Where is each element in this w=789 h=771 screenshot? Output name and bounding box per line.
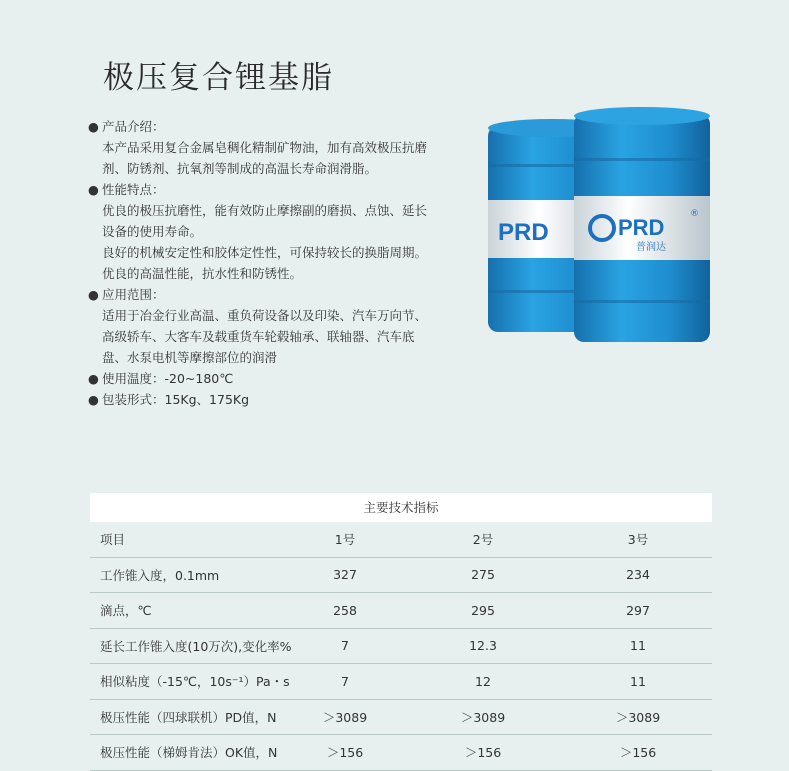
section-packaging [88, 389, 468, 410]
product-drums-image [478, 104, 718, 354]
section-line: 本产品采用复合金属皂稠化精制矿物油，加有高效极压抗磨 [102, 140, 428, 155]
bullet: ● [88, 287, 99, 302]
drum-logo-text: PRD [618, 215, 665, 240]
front-drum [574, 107, 710, 342]
table-cell: ＞156 [326, 745, 364, 761]
table-header-row [90, 522, 712, 558]
section-line: 设备的使用寿命。 [102, 224, 203, 239]
table-row [90, 593, 712, 629]
table-cell: ＞3089 [460, 709, 506, 725]
section-line: 优良的极压抗磨性，能有效防止摩擦副的磨损、点蚀、延长 [102, 203, 428, 218]
table-cell: ＞3089 [615, 709, 661, 725]
section-heading: 应用范围： [102, 287, 165, 302]
table-cell: ＞156 [619, 745, 657, 761]
table-cell: 297 [626, 602, 650, 618]
table-cell: 滴点，℃ [100, 603, 152, 619]
section-intro [88, 116, 468, 137]
section-line: 良好的机械安定性和胶体定性性，可保持较长的换脂周期。 [102, 245, 428, 260]
section-heading: 产品介绍： [102, 119, 165, 134]
header-cell: 3号 [627, 532, 649, 548]
table-row [90, 735, 712, 771]
header-cell: 1号 [334, 532, 356, 548]
table-cell: 327 [333, 567, 357, 583]
table-row [90, 700, 712, 736]
table-cell: 7 [341, 638, 349, 654]
header-cell: 项目 [100, 532, 126, 548]
table-cell: 12 [475, 673, 491, 689]
drum-logo-text: PRD [498, 219, 549, 246]
bullet: ● [88, 182, 99, 197]
registered-mark: ® [690, 209, 699, 219]
section-features [88, 179, 468, 200]
table-cell: 12.3 [469, 638, 497, 654]
table-cell: 11 [630, 638, 646, 654]
table-cell: 295 [471, 602, 495, 618]
bullet: ● [88, 119, 99, 134]
table-row [90, 629, 712, 665]
section-applications [88, 284, 468, 305]
table-cell: 工作锥入度，0.1mm [100, 567, 220, 583]
table-cell: ＞3089 [322, 709, 368, 725]
table-row [90, 558, 712, 594]
table-title: 主要技术指标 [90, 493, 712, 522]
product-description [88, 116, 468, 410]
table-cell: 极压性能（四球联机）PD值，N [100, 709, 277, 725]
bullet: ● [88, 371, 99, 386]
table-cell: 相似粘度（-15℃，10s⁻¹）Pa・s [100, 674, 290, 690]
section-heading: 包装形式：15Kg、175Kg [102, 392, 250, 407]
table-cell: ＞156 [464, 745, 502, 761]
section-heading: 性能特点： [102, 182, 165, 197]
table-cell: 258 [333, 602, 357, 618]
table-cell: 275 [471, 567, 495, 583]
table-cell: 234 [626, 567, 650, 583]
spec-table [90, 493, 712, 771]
drum-logo-subtext: 普润达 [636, 242, 666, 253]
table-row [90, 664, 712, 700]
bullet: ● [88, 392, 99, 407]
page-title: 极压复合锂基脂 [103, 60, 334, 96]
section-line: 盘、水泵电机等摩擦部位的润滑 [102, 350, 278, 365]
section-temperature [88, 368, 468, 389]
section-heading: 使用温度：-20~180℃ [102, 371, 234, 386]
section-line: 优良的高温性能，抗水性和防锈性。 [102, 266, 303, 281]
section-line: 剂、防锈剂、抗氧剂等制成的高温长寿命润滑脂。 [102, 161, 378, 176]
header-cell: 2号 [472, 532, 494, 548]
section-line: 适用于冶金行业高温、重负荷设备以及印染、汽车万向节、 [102, 308, 428, 323]
table-cell: 极压性能（梯姆肯法）OK值，N [100, 745, 278, 761]
table-cell: 11 [630, 673, 646, 689]
section-line: 高级轿车、大客车及载重货车轮毂轴承、联轴器、汽车底 [102, 329, 415, 344]
table-cell: 7 [341, 673, 349, 689]
table-cell: 延长工作锥入度(10万次),变化率% [100, 638, 292, 654]
